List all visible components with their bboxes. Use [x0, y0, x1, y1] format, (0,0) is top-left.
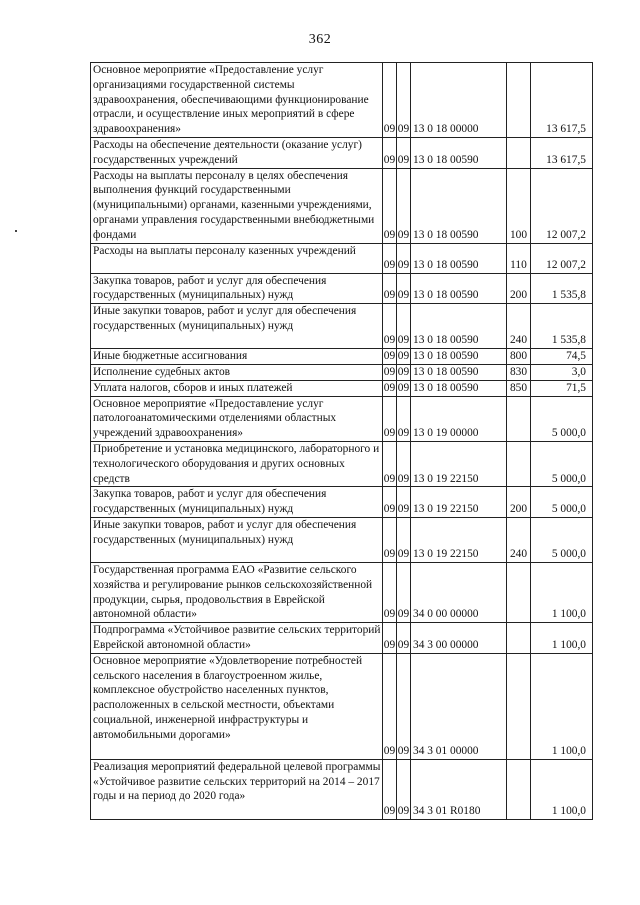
expense-type-code: 110	[507, 243, 531, 273]
expense-type-code	[507, 138, 531, 169]
section-code: 09	[383, 349, 397, 365]
section-code: 09	[383, 243, 397, 273]
target-article-code: 13 0 18 00590	[411, 304, 507, 349]
section-code: 09	[383, 273, 397, 304]
amount: 5 000,0	[531, 396, 593, 441]
row-description: Иные закупки товаров, работ и услуг для обеспечения государственных (муниципальных) нужд	[91, 304, 383, 349]
expense-type-code: 240	[507, 304, 531, 349]
subsection-code: 09	[397, 517, 411, 562]
subsection-code: 09	[397, 487, 411, 518]
target-article-code: 13 0 18 00590	[411, 273, 507, 304]
row-description: Уплата налогов, сборов и иных платежей	[91, 380, 383, 396]
expense-type-code: 830	[507, 364, 531, 380]
target-article-code: 13 0 19 22150	[411, 441, 507, 486]
budget-table	[90, 62, 593, 820]
subsection-code: 09	[397, 364, 411, 380]
section-code: 09	[383, 63, 397, 138]
target-article-code: 13 0 19 22150	[411, 487, 507, 518]
table-row	[91, 396, 593, 441]
amount: 74,5	[531, 349, 593, 365]
amount: 1 535,8	[531, 273, 593, 304]
row-description: Приобретение и установка медицинского, лабораторного и технологического оборудования и других основных средств	[91, 441, 383, 486]
section-code: 09	[383, 653, 397, 759]
subsection-code: 09	[397, 441, 411, 486]
table-row	[91, 168, 593, 243]
expense-type-code	[507, 759, 531, 819]
expense-type-code: 800	[507, 349, 531, 365]
amount: 13 617,5	[531, 138, 593, 169]
row-description: Иные бюджетные ассигнования	[91, 349, 383, 365]
table-row	[91, 349, 593, 365]
amount: 71,5	[531, 380, 593, 396]
subsection-code: 09	[397, 562, 411, 622]
budget-table-body	[91, 63, 593, 820]
target-article-code: 13 0 18 00590	[411, 349, 507, 365]
amount: 5 000,0	[531, 441, 593, 486]
section-code: 09	[383, 168, 397, 243]
amount: 12 007,2	[531, 168, 593, 243]
section-code: 09	[383, 364, 397, 380]
section-code: 09	[383, 396, 397, 441]
table-row	[91, 304, 593, 349]
row-description: Подпрограмма «Устойчивое развитие сельских территорий Еврейской автономной области»	[91, 623, 383, 654]
amount: 5 000,0	[531, 517, 593, 562]
section-code: 09	[383, 380, 397, 396]
section-code: 09	[383, 517, 397, 562]
amount: 12 007,2	[531, 243, 593, 273]
amount: 1 100,0	[531, 562, 593, 622]
table-row	[91, 653, 593, 759]
amount: 13 617,5	[531, 63, 593, 138]
expense-type-code	[507, 653, 531, 759]
target-article-code: 13 0 19 00000	[411, 396, 507, 441]
row-description: Исполнение судебных актов	[91, 364, 383, 380]
expense-type-code	[507, 623, 531, 654]
row-description: Государственная программа ЕАО «Развитие сельского хозяйства и регулирование рынков сельскохозяйственной продукции, сырья, продовольствия в Еврейской автономной области»	[91, 562, 383, 622]
amount: 1 535,8	[531, 304, 593, 349]
row-description: Основное мероприятие «Удовлетворение потребностей сельского населения в благоустроенном жилье, комплексное обустройство населенных пунктов, расположенных в сельской местности, объектами социальной, инженерной инфраструктуры и автомобильными дорогами»	[91, 653, 383, 759]
subsection-code: 09	[397, 349, 411, 365]
subsection-code: 09	[397, 759, 411, 819]
scan-speck	[15, 230, 17, 232]
section-code: 09	[383, 623, 397, 654]
table-row	[91, 487, 593, 518]
subsection-code: 09	[397, 168, 411, 243]
subsection-code: 09	[397, 138, 411, 169]
section-code: 09	[383, 562, 397, 622]
amount: 5 000,0	[531, 487, 593, 518]
target-article-code: 13 0 18 00590	[411, 380, 507, 396]
expense-type-code	[507, 441, 531, 486]
row-description: Основное мероприятие «Предоставление услуг организациями государственной системы здравоохранения, обеспечивающими функционирование отрасли, и осуществление иных мероприятий в сфере здравоохранения»	[91, 63, 383, 138]
expense-type-code: 200	[507, 487, 531, 518]
table-row	[91, 273, 593, 304]
target-article-code: 13 0 18 00590	[411, 168, 507, 243]
table-row	[91, 759, 593, 819]
row-description: Закупка товаров, работ и услуг для обеспечения государственных (муниципальных) нужд	[91, 487, 383, 518]
row-description: Реализация мероприятий федеральной целевой программы «Устойчивое развитие сельских территорий на 2014 – 2017 годы и на период до 2020 года»	[91, 759, 383, 819]
subsection-code: 09	[397, 63, 411, 138]
table-row	[91, 380, 593, 396]
table-row	[91, 138, 593, 169]
row-description: Расходы на выплаты персоналу казенных учреждений	[91, 243, 383, 273]
subsection-code: 09	[397, 304, 411, 349]
expense-type-code	[507, 562, 531, 622]
subsection-code: 09	[397, 623, 411, 654]
amount: 1 100,0	[531, 623, 593, 654]
amount: 1 100,0	[531, 653, 593, 759]
amount: 3,0	[531, 364, 593, 380]
subsection-code: 09	[397, 243, 411, 273]
row-description: Основное мероприятие «Предоставление услуг патологоанатомическими отделениями областных учреждений здравоохранения»	[91, 396, 383, 441]
target-article-code: 13 0 19 22150	[411, 517, 507, 562]
row-description: Расходы на обеспечение деятельности (оказание услуг) государственных учреждений	[91, 138, 383, 169]
page-number: 362	[308, 32, 332, 47]
section-code: 09	[383, 304, 397, 349]
target-article-code: 34 3 01 R0180	[411, 759, 507, 819]
target-article-code: 34 3 00 00000	[411, 623, 507, 654]
expense-type-code: 200	[507, 273, 531, 304]
expense-type-code: 100	[507, 168, 531, 243]
target-article-code: 13 0 18 00590	[411, 243, 507, 273]
table-row	[91, 63, 593, 138]
table-row	[91, 441, 593, 486]
row-description: Расходы на выплаты персоналу в целях обеспечения выполнения функций государственными (муниципальными) органами, казенными учреждениями, органами управления государственными внебюджетными фондами	[91, 168, 383, 243]
subsection-code: 09	[397, 396, 411, 441]
table-row	[91, 623, 593, 654]
subsection-code: 09	[397, 653, 411, 759]
table-row	[91, 243, 593, 273]
expense-type-code: 240	[507, 517, 531, 562]
table-row	[91, 562, 593, 622]
expense-type-code	[507, 63, 531, 138]
section-code: 09	[383, 759, 397, 819]
subsection-code: 09	[397, 380, 411, 396]
amount: 1 100,0	[531, 759, 593, 819]
target-article-code: 13 0 18 00590	[411, 138, 507, 169]
target-article-code: 34 3 01 00000	[411, 653, 507, 759]
table-row	[91, 517, 593, 562]
section-code: 09	[383, 441, 397, 486]
target-article-code: 13 0 18 00000	[411, 63, 507, 138]
expense-type-code: 850	[507, 380, 531, 396]
section-code: 09	[383, 487, 397, 518]
table-row	[91, 364, 593, 380]
target-article-code: 34 0 00 00000	[411, 562, 507, 622]
expense-type-code	[507, 396, 531, 441]
row-description: Иные закупки товаров, работ и услуг для обеспечения государственных (муниципальных) нужд	[91, 517, 383, 562]
subsection-code: 09	[397, 273, 411, 304]
target-article-code: 13 0 18 00590	[411, 364, 507, 380]
section-code: 09	[383, 138, 397, 169]
row-description: Закупка товаров, работ и услуг для обеспечения государственных (муниципальных) нужд	[91, 273, 383, 304]
